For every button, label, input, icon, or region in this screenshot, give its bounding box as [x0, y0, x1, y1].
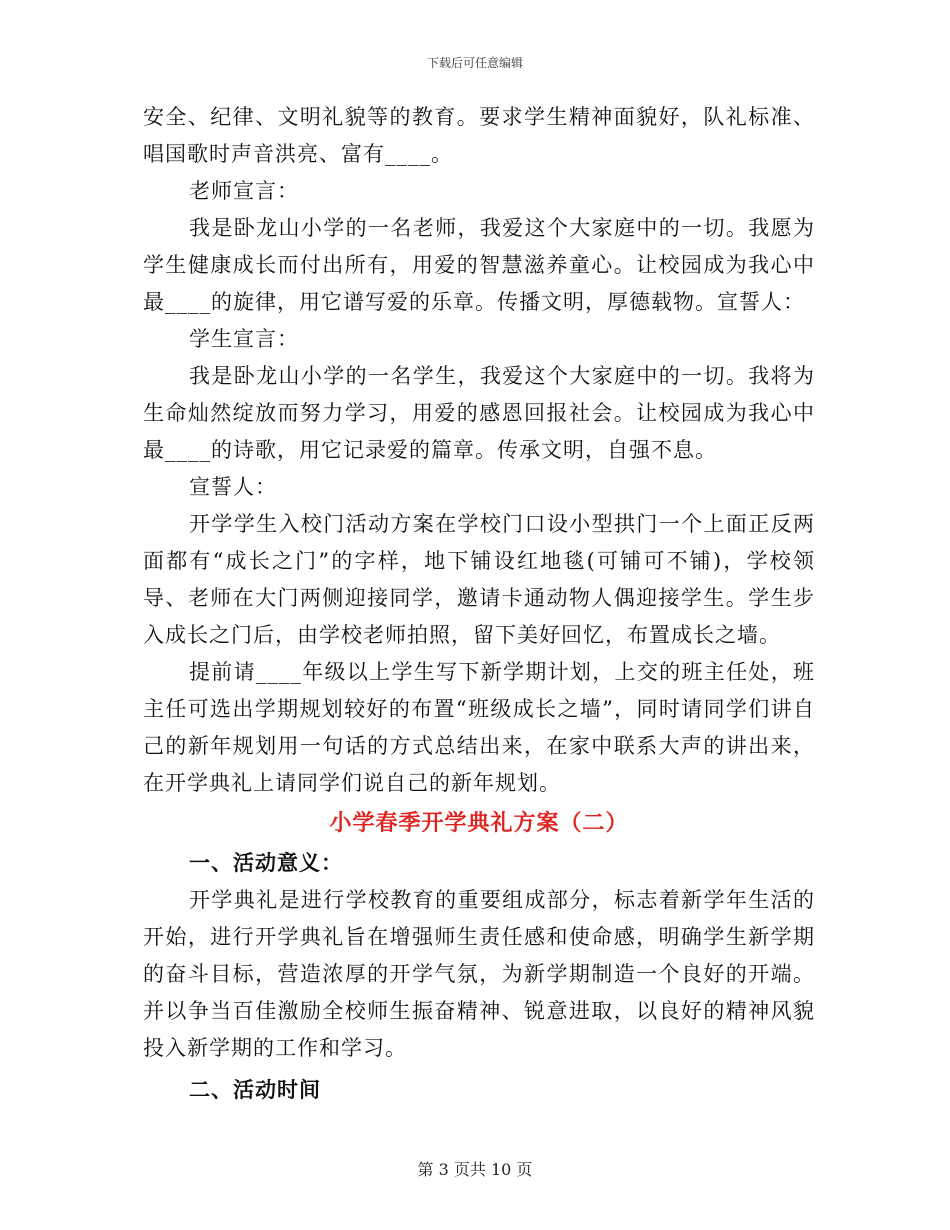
paragraph-semester-plan: 提前请____年级以上学生写下新学期计划，上交的班主任处，班主任可选出学期规划较好的布置“班级成长之墙”，同时请同学们讲自己的新年规划用一句话的方式总结出来，在家中联系大声的讲出来，在开学典礼上请同学们说自己的新年规划。: [143, 660, 815, 795]
paragraph-entrance-activity: 开学学生入校门活动方案在学校门口设小型拱门一个上面正反两面都有“成长之门”的字样，地下铺设红地毯(可铺可不铺)，学校领导、老师在大门两侧迎接同学，邀请卡通动物人偶迎接学生。学生步入成长之门后，由学校老师拍照，留下美好回忆，布置成长之墙。: [143, 512, 815, 647]
paragraph-teacher-declaration: 我是卧龙山小学的一名老师，我爱这个大家庭中的一切。我愿为学生健康成长而付出所有，用爱的智慧滋养童心。让校园成为我心中最____的旋律，用它谱写爱的乐章。传播文明，厚德载物。宣誓人：: [143, 216, 815, 314]
paragraph-student-declaration: 我是卧龙山小学的一名学生，我爱这个大家庭中的一切。我将为生命灿然绽放而努力学习，用爱的感恩回报社会。让校园成为我心中最____的诗歌，用它记录爱的篇章。传承文明，自强不息。: [143, 364, 815, 462]
header-note: 下载后可任意编辑: [426, 56, 523, 70]
paragraph-student-declaration-label: 学生宣言：: [189, 327, 299, 351]
paragraph-oath-taker: 宣誓人：: [189, 475, 277, 499]
paragraph-teacher-declaration-label: 老师宣言：: [189, 179, 299, 203]
paragraph-safety-education: 安全、纪律、文明礼貌等的教育。要求学生精神面貌好，队礼标准、唱国歌时声音洪亮、富有____。: [143, 105, 815, 166]
section-title: 小学春季开学典礼方案（二）: [329, 810, 629, 836]
document-body: [143, 99, 815, 1109]
page-number-footer: 第 3 页共 10 页: [417, 1160, 533, 1179]
subheading-activity-time: 二、活动时间: [189, 1077, 321, 1102]
subheading-activity-meaning: 一、活动意义：: [189, 850, 343, 875]
paragraph-activity-meaning: 开学典礼是进行学校教育的重要组成部分，标志着新学年生活的开始，进行开学典礼旨在增强师生责任感和使命感，明确学生新学期的奋斗目标，营造浓厚的开学气氛，为新学期制造一个良好的开端。并以争当百佳激励全校师生振奋精神、锐意进取，以良好的精神风貌投入新学期的工作和学习。: [143, 888, 815, 1060]
